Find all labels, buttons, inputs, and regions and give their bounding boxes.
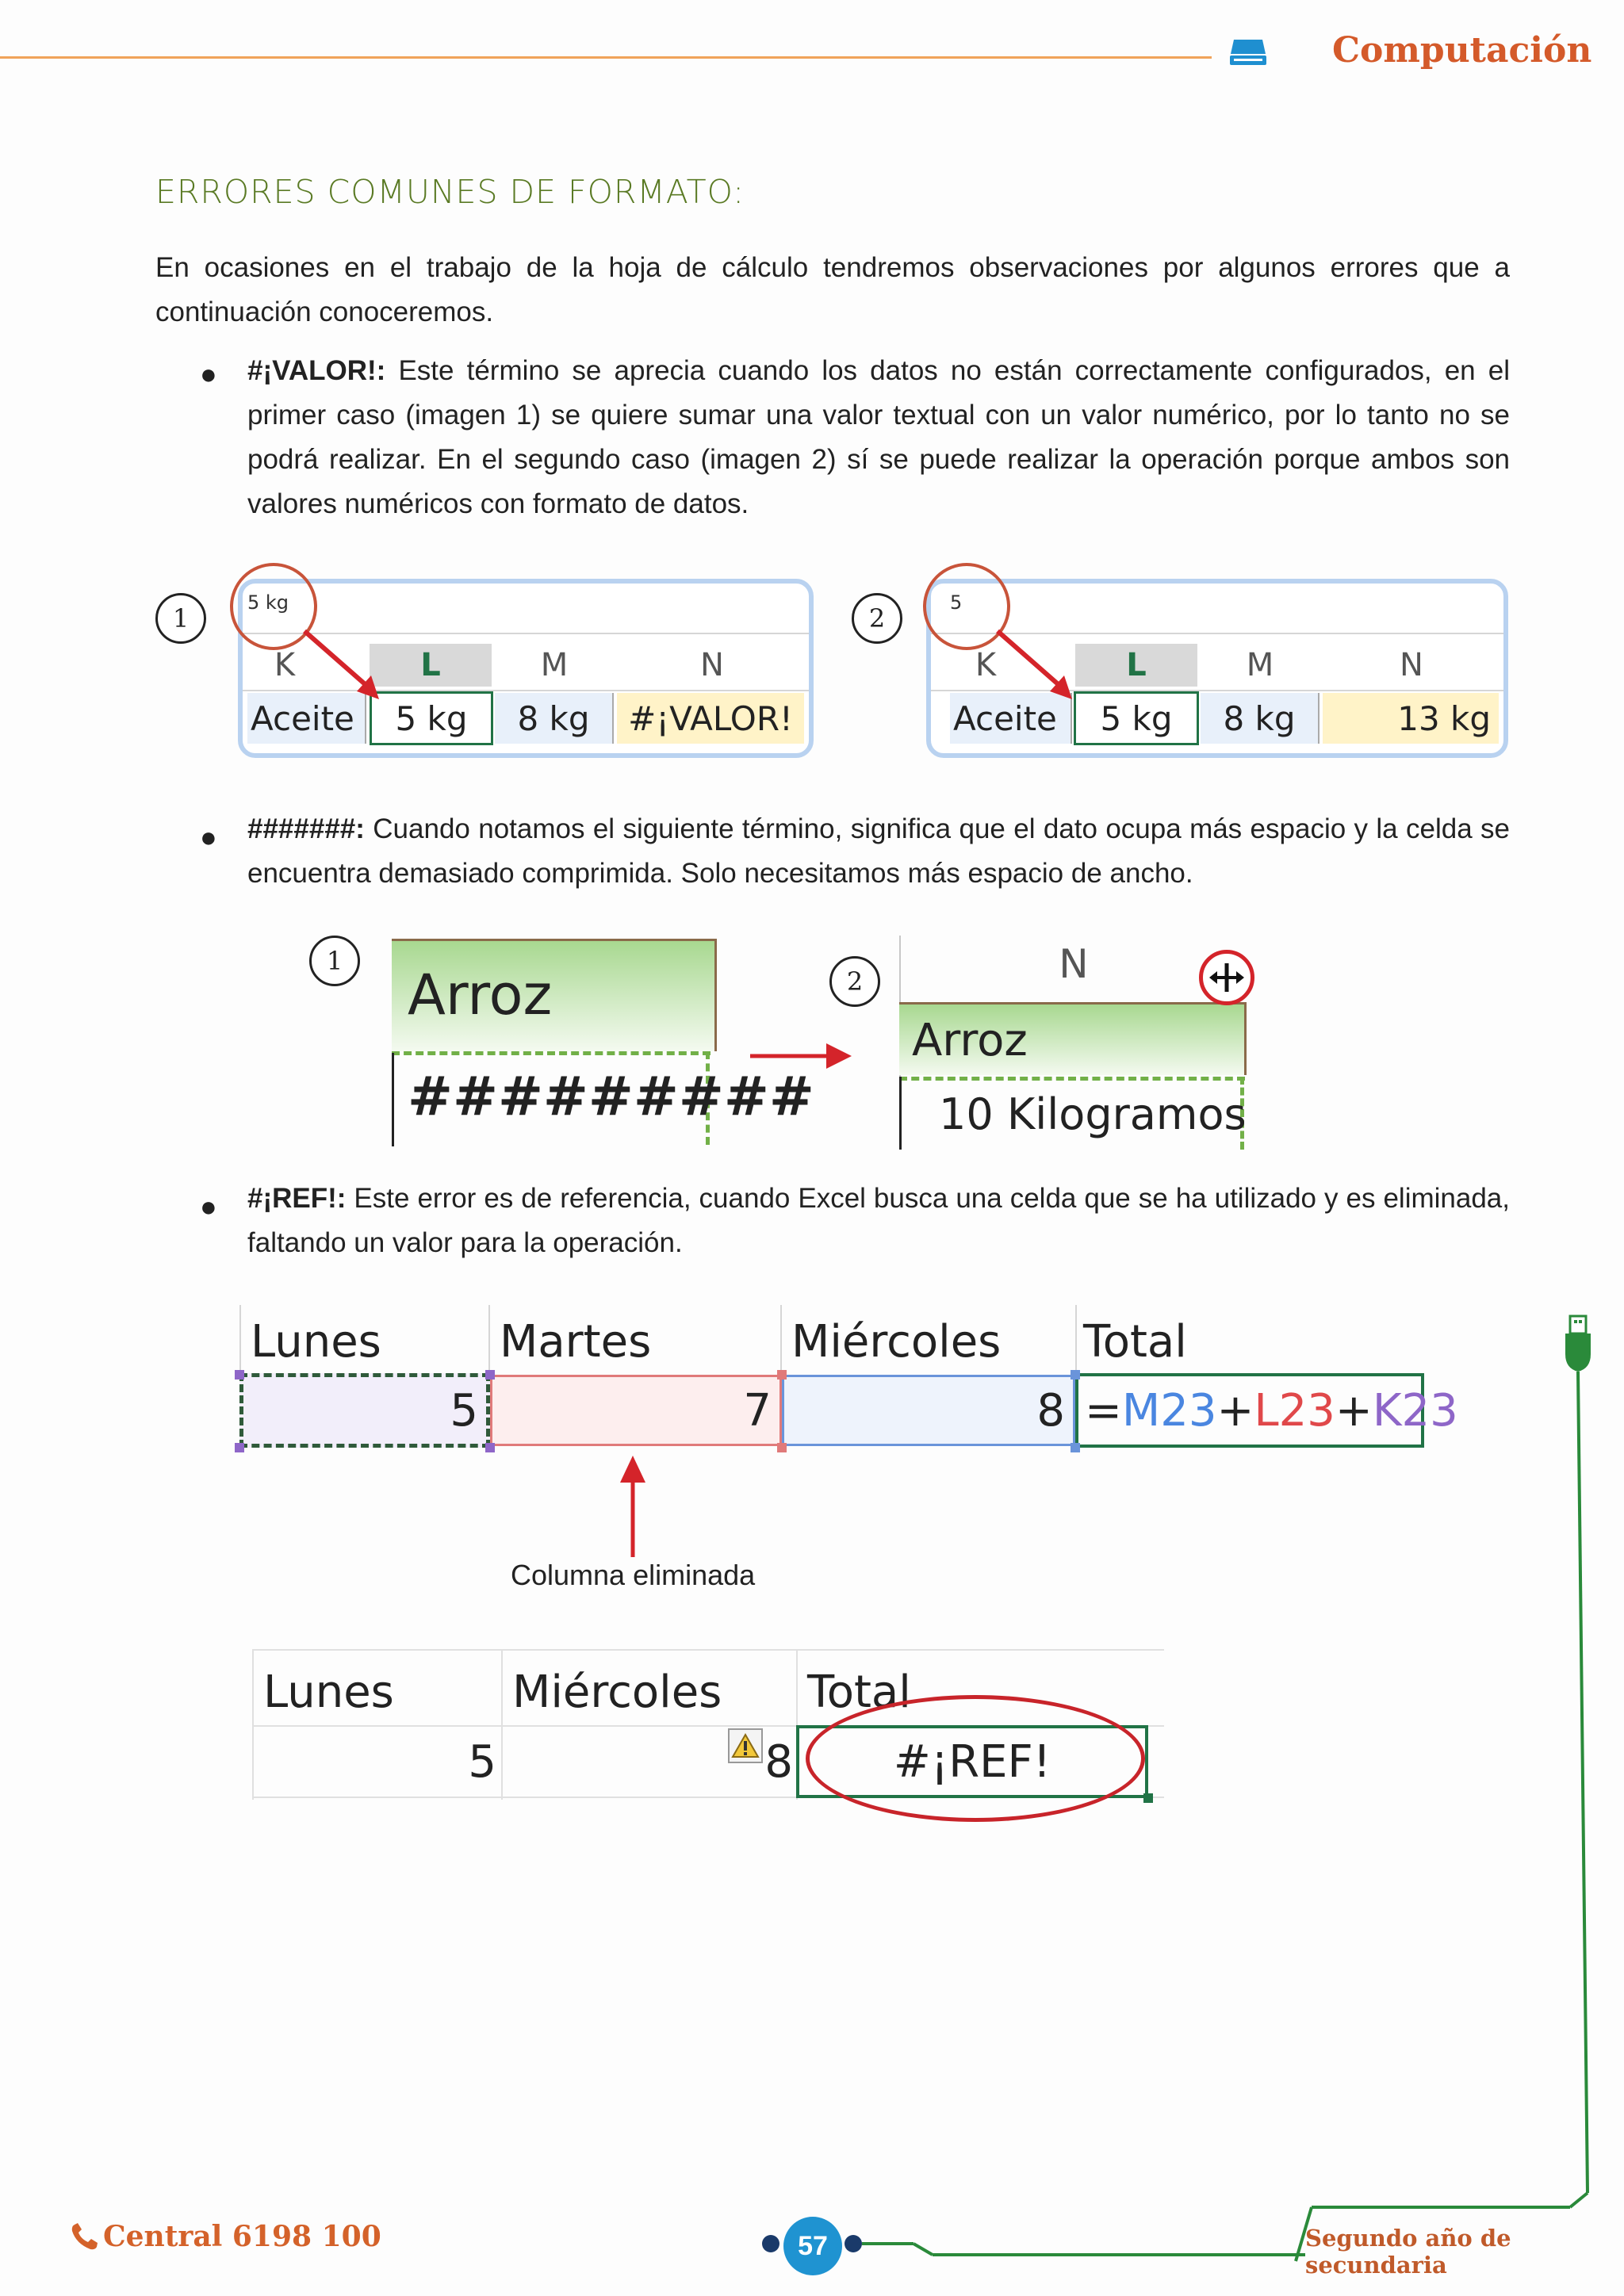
column-header: L	[370, 644, 492, 687]
table-cell: 8	[764, 1735, 793, 1788]
intro-paragraph: En ocasiones en el trabajo de la hoja de cálculo tendremos observaciones por algunos errores que a continuación conoceremos.	[155, 252, 1510, 327]
formula-bar: 5	[950, 591, 963, 614]
column-header: K	[975, 647, 997, 683]
column-header: N	[1400, 647, 1423, 683]
column-header: Martes	[500, 1316, 652, 1368]
footer-grade: Segundo año de secundaria	[1305, 2225, 1511, 2279]
column-header: Lunes	[263, 1667, 394, 1718]
table-cell: 13 kg	[1323, 693, 1499, 744]
table-cell: Arroz	[408, 962, 553, 1027]
bullet-term: #######:	[247, 813, 365, 844]
bullet-term: #¡REF!:	[247, 1183, 347, 1214]
column-header: Total	[1083, 1316, 1187, 1368]
figure-number: 2	[829, 956, 880, 1007]
formula-text: +	[1335, 1384, 1373, 1437]
ref-after-table	[252, 1649, 1164, 1808]
column-header: Miércoles	[512, 1667, 722, 1718]
table-cell: Arroz	[912, 1015, 1028, 1066]
arrow-up	[615, 1456, 650, 1559]
header-rule	[0, 56, 1212, 59]
column-header: L	[1075, 644, 1197, 687]
caption: Columna eliminada	[511, 1559, 756, 1591]
table-cell: Aceite	[950, 693, 1072, 744]
table-cell: #¡VALOR!	[617, 693, 804, 744]
bullet-ref	[247, 1177, 1510, 1265]
table-cell: 8	[782, 1375, 1075, 1446]
bullet-hash	[247, 807, 1510, 896]
bullet-term: #¡VALOR!:	[247, 355, 386, 386]
table-cell: 5 kg	[1074, 691, 1199, 745]
formula-text: L23	[1254, 1384, 1335, 1437]
column-header: K	[274, 647, 296, 683]
table-cell: 8 kg	[495, 693, 614, 744]
footer-phone: Central 6198 100	[103, 2220, 381, 2253]
formula-text: +	[1216, 1384, 1254, 1437]
table-cell: #########	[408, 1066, 814, 1128]
bullet-dot: ●	[200, 1190, 217, 1223]
table-cell: 8 kg	[1201, 693, 1320, 744]
bullet-body: Este término se aprecia cuando los datos no están correctamente configurados, en el primer caso (imagen 1) se quiere sumar una valor textual con un valor numérico, por lo tanto no se podrá realizar. En el segundo caso (imagen 2) sí se puede realizar la operación porque ambos son valores numéricos con formato de datos.	[247, 355, 1510, 519]
usb-cable-decoration	[1285, 1313, 1610, 2280]
figure-number: 1	[155, 593, 206, 644]
error-cell: #¡REF!	[796, 1725, 1148, 1798]
column-header: N	[1059, 941, 1089, 987]
arrow-right	[750, 1039, 853, 1073]
column-header: M	[1246, 647, 1274, 683]
subject-title: Computación	[1332, 30, 1592, 71]
column-header: M	[540, 647, 569, 683]
formula-text: K23	[1372, 1384, 1458, 1437]
computer-icon	[1228, 36, 1269, 68]
bullet-body: Este error es de referencia, cuando Excel busca una celda que se ha utilizado y es eliminada, faltando un valor para la operación.	[247, 1183, 1510, 1258]
column-header: Miércoles	[791, 1316, 1002, 1368]
table-cell: Aceite	[247, 693, 366, 744]
phone-icon	[68, 2221, 100, 2257]
page-number: 57	[783, 2217, 842, 2275]
bullet-body: Cuando notamos el siguiente término, significa que el dato ocupa más espacio y la celda se encuentra demasiado comprimida. Solo necesitamos más espacio de ancho.	[247, 813, 1510, 889]
column-header: Total	[807, 1667, 911, 1718]
section-title: ERRORES COMUNES DE FORMATO:	[155, 173, 745, 211]
highlight-ellipse	[806, 1695, 1145, 1822]
formula-text: =	[1085, 1384, 1122, 1437]
pointer-arrow	[994, 626, 1082, 706]
bullet-dot: ●	[200, 358, 217, 390]
figure-number: 2	[852, 593, 902, 644]
column-header: Lunes	[251, 1316, 381, 1368]
compressed-cell-figure	[392, 939, 814, 1146]
figure-number: 1	[309, 936, 360, 986]
pointer-arrow	[301, 626, 389, 706]
ref-before-table	[236, 1305, 1458, 1456]
table-cell: 5	[239, 1373, 490, 1448]
table-cell: 5	[468, 1735, 496, 1788]
table-cell: 5 kg	[370, 691, 493, 745]
table-cell: 10 Kilogramos	[939, 1089, 1247, 1139]
warning-icon[interactable]	[728, 1728, 763, 1763]
table-cell: 7	[490, 1375, 782, 1446]
bullet-valor	[247, 349, 1510, 526]
expanded-cell-figure	[899, 936, 1248, 1151]
resize-cursor-icon	[1199, 950, 1254, 1005]
column-header: N	[700, 647, 724, 683]
formula-text: M23	[1121, 1384, 1217, 1437]
formula-bar: 5 kg	[247, 591, 289, 614]
bullet-dot: ●	[200, 821, 217, 853]
